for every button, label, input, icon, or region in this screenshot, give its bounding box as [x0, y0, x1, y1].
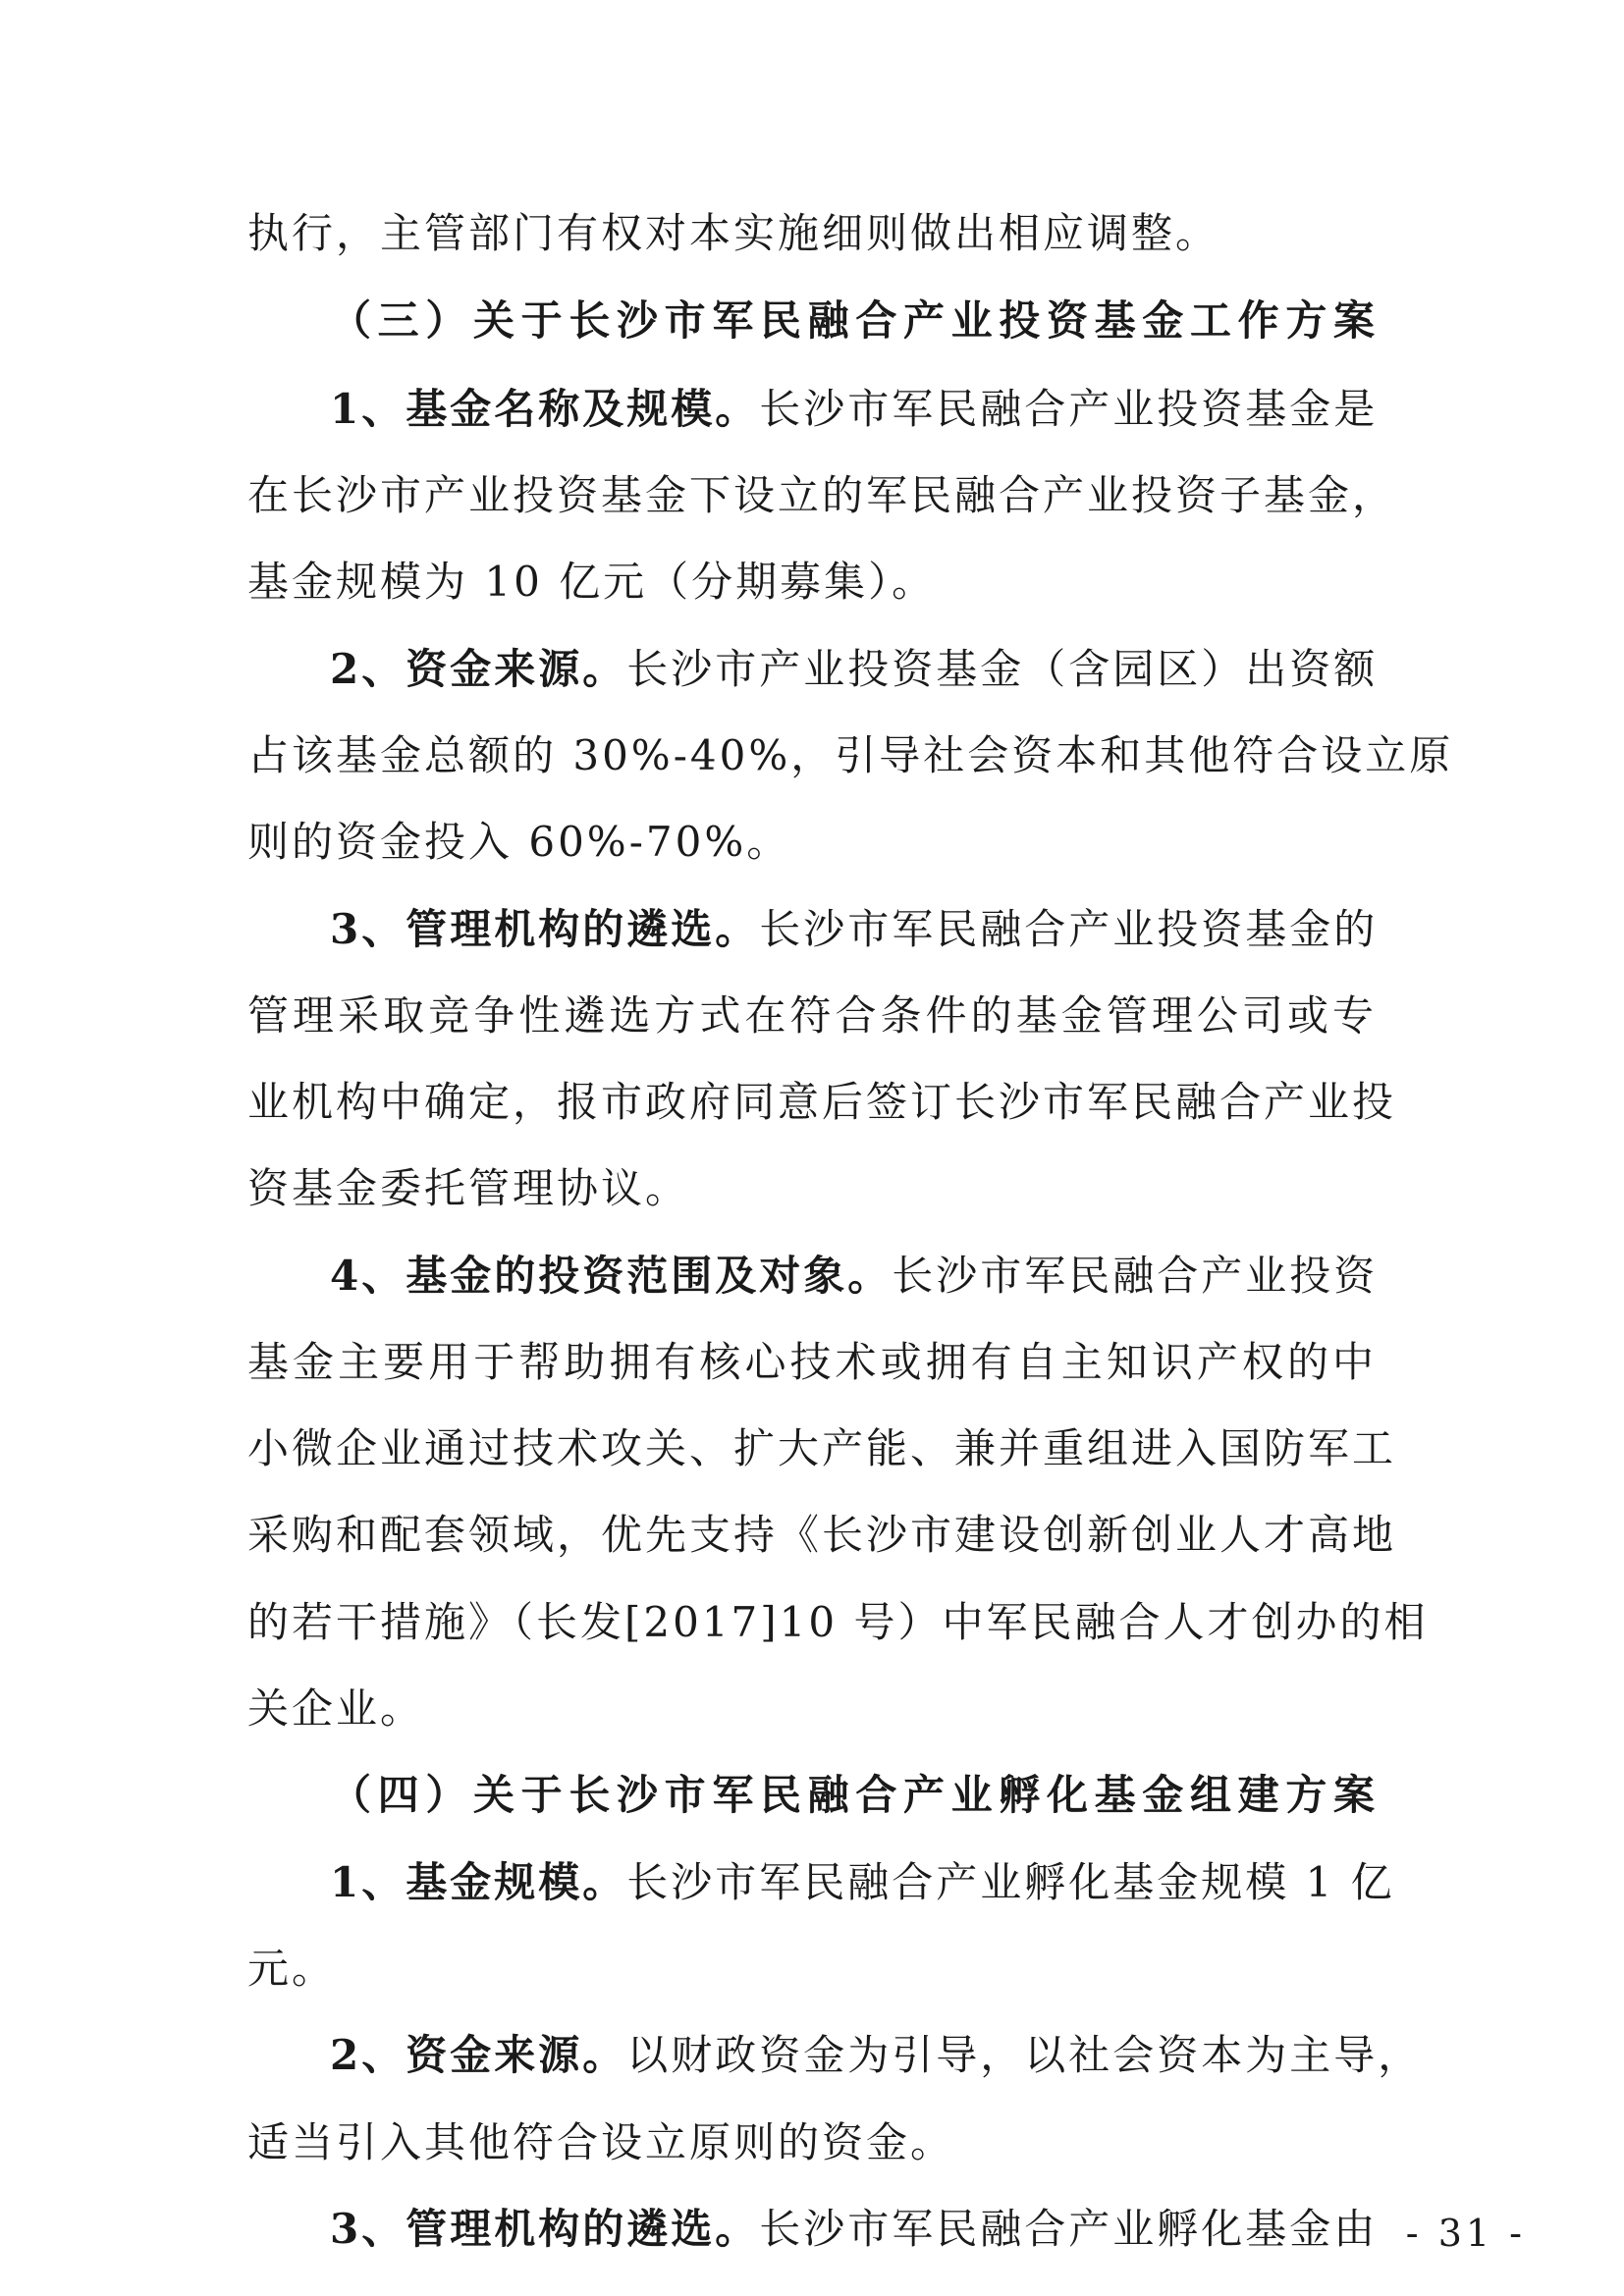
- body-text: 执行，主管部门有权对本实施细则做出相应调整。: [247, 209, 1220, 257]
- body-text-line: [0, 1940, 1377, 1999]
- body-text-line: [0, 1333, 1377, 1392]
- body-text: 管理采取竞争性遴选方式在符合条件的基金管理公司或专: [247, 991, 1377, 1040]
- body-text-line: [0, 553, 1377, 612]
- body-text: 则的资金投入 60%-70%。: [247, 818, 791, 866]
- section-heading-text: （三）关于长沙市军民融合产业投资基金工作方案: [330, 296, 1377, 345]
- section-heading-text: （四）关于长沙市军民融合产业孵化基金组建方案: [330, 1771, 1377, 1819]
- body-text: 长沙市军民融合产业孵化基金由: [759, 2205, 1379, 2253]
- paragraph-first-line: [0, 900, 1377, 959]
- section-heading-3: [0, 292, 1377, 350]
- item-title: 1、基金规模。: [330, 1858, 627, 1906]
- body-text-line: [0, 1159, 1377, 1218]
- paragraph-first-line: [0, 1247, 1377, 1306]
- body-text: 长沙市军民融合产业投资: [892, 1252, 1379, 1300]
- body-text-line: [0, 987, 1377, 1045]
- body-text-line: [0, 1680, 1377, 1738]
- paragraph-first-line: [0, 2200, 1377, 2259]
- body-text: 长沙市军民融合产业投资基金的: [759, 905, 1379, 953]
- body-text: 资基金委托管理协议。: [247, 1164, 690, 1212]
- body-text-line: [0, 204, 1377, 263]
- page-number: - 31 -: [1405, 2212, 1526, 2255]
- body-text-line: [0, 1073, 1397, 1132]
- body-text-line: [0, 1506, 1397, 1565]
- body-text: 基金主要用于帮助拥有核心技术或拥有自主知识产权的中: [247, 1338, 1377, 1386]
- body-text-line: [0, 1593, 1429, 1652]
- body-text: 业机构中确定，报市政府同意后签订长沙市军民融合产业投: [247, 1078, 1397, 1126]
- body-text: 长沙市军民融合产业孵化基金规模 1 亿: [626, 1858, 1395, 1906]
- item-title: 3、管理机构的遴选。: [330, 2205, 760, 2253]
- body-text: 小微企业通过技术攻关、扩大产能、兼并重组进入国防军工: [247, 1424, 1397, 1472]
- body-text-line: [0, 726, 1454, 785]
- item-title: 2、资金来源。: [330, 2031, 627, 2079]
- body-text: 采购和配套领域，优先支持《长沙市建设创新创业人才高地: [247, 1511, 1397, 1559]
- body-text: 基金规模为 10 亿元（分期募集）。: [247, 558, 937, 606]
- body-text: 的若干措施》（长发[2017]10 号）中军民融合人才创办的相: [247, 1598, 1429, 1646]
- body-text: 占该基金总额的 30%-40%，引导社会资本和其他符合设立原: [247, 731, 1454, 779]
- body-text: 元。: [247, 1945, 337, 1993]
- body-text-line: [0, 466, 1397, 525]
- body-text: 长沙市军民融合产业投资基金是: [759, 385, 1379, 433]
- body-text: 在长沙市产业投资基金下设立的军民融合产业投资子基金，: [247, 471, 1397, 519]
- section-heading-4: [0, 1766, 1377, 1825]
- item-title: 3、管理机构的遴选。: [330, 905, 760, 953]
- body-text-line: [0, 813, 1377, 872]
- paragraph-first-line: [0, 380, 1377, 439]
- paragraph-first-line: [0, 640, 1377, 699]
- item-title: 4、基金的投资范围及对象。: [330, 1252, 893, 1300]
- body-text: 适当引入其他符合设立原则的资金。: [247, 2118, 955, 2166]
- body-text: 长沙市产业投资基金（含园区）出资额: [626, 645, 1379, 693]
- body-text: 以财政资金为引导，以社会资本为主导，: [626, 2031, 1423, 2079]
- body-text: 关企业。: [247, 1684, 425, 1733]
- paragraph-first-line: [0, 1853, 1395, 1912]
- paragraph-first-line: [0, 2026, 1423, 2085]
- item-title: 1、基金名称及规模。: [330, 385, 760, 433]
- body-text-line: [0, 1419, 1397, 1478]
- item-title: 2、资金来源。: [330, 645, 627, 693]
- body-text-line: [0, 2113, 1377, 2172]
